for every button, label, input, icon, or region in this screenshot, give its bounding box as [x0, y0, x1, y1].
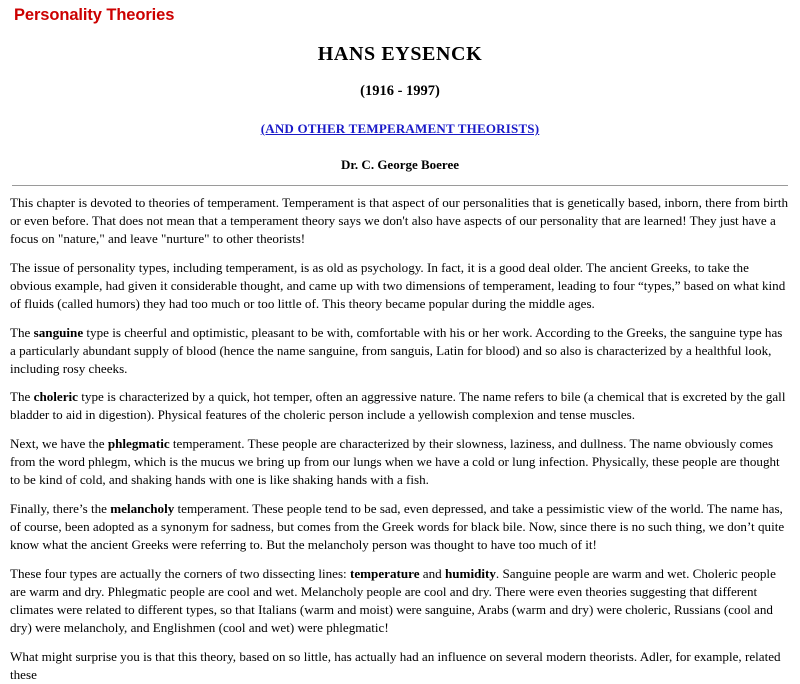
text-run: type is characterized by a quick, hot temper, often an aggressive nature. The name refers to bile (a chemical that is excreted by the gall bladder to aid in digestion). Physical features of the choleric person include a yellowish complexion and tense muscles. — [10, 389, 786, 423]
document-masthead — [10, 43, 790, 173]
text-run: type is cheerful and optimistic, pleasant to be with, comfortable with his or her work. According to the Greeks, the sanguine type has a particularly abundant supply of blood (hence the name sanguine, from sanguis, Latin for blood) and so also is characterized by a healthful look, including rosy cheeks. — [10, 324, 783, 376]
p-phlegmatic — [10, 435, 790, 489]
article-body — [10, 194, 790, 684]
emphasis-term: sanguine — [33, 324, 84, 340]
p-sanguine — [10, 324, 790, 378]
text-run: temperament. These people tend to be sad, even depressed, and take a pessimistic view of the world. The name has, of course, been adopted as a synonym for sadness, but comes from the Greek words for black bile. Now, since there is no such thing, we don’t quite know what the ancient Greeks were referring to. But the melancholy person was thought to have too much of it! — [10, 501, 785, 552]
emphasis-term: melancholy — [110, 501, 175, 517]
page-container — [0, 6, 800, 684]
text-run: . Sanguine people are warm and wet. Choleric people are warm and dry. Phlegmatic people are cool and wet. Melancholy people are cool and dry. There were even theories suggesting that different climates were related to different types, so that Italians (warm and moist) were sanguine, Arabs (warm and dry) were choleric, Russians (cool and dry) were melancholy, and Englishmen (cool and wet) were phlegmatic! — [10, 565, 776, 635]
other-temperament-theorists-link[interactable]: (AND OTHER TEMPERAMENT THEORISTS) — [260, 121, 540, 136]
text-run: temperament. These people are characterized by their slowness, laziness, and dullness. The name obviously comes from the word phlegm, which is the mucus we bring up from our lungs when we have a cold or lung infection. Physically, these people are thought to be kind of cold, and shaking hands with one is like shaking hands with a fish. — [10, 436, 780, 488]
emphasis-term: humidity — [444, 565, 496, 581]
text-run: What might surprise you is that this theory, based on so little, has actually had an influence on several modern theorists. Adler, for example, related these — [10, 648, 781, 682]
lifespan-years: (1916 - 1997) — [360, 83, 440, 99]
text-run: This chapter is devoted to theories of temperament. Temperament is that aspect of our personalities that is genetically based, inborn, there from birth or even before. That does not mean that a temperament theory says we don't also have aspects of our personality that are learned! They just have a focus on "nature," and leave "nurture" to other theorists! — [10, 195, 789, 246]
emphasis-term: phlegmatic — [107, 436, 170, 452]
text-run: Finally, there’s the — [10, 501, 111, 517]
emphasis-term: choleric — [33, 389, 78, 405]
emphasis-term: temperature — [349, 565, 420, 581]
site-title: Personality Theories — [14, 6, 175, 24]
p-dimensions — [10, 565, 790, 637]
p-choleric — [10, 388, 790, 424]
p-types-history — [10, 259, 790, 313]
text-run: The issue of personality types, including temperament, is as old as psychology. In fact, it is a good deal older. The ancient Greeks, to take the obvious example, had given it considerable thought, and came up with two dimensions of temperament, leading to four “types,” based on what kind of fluids (called humors) they had too much or too little of. This theory became popular during the middle ages. — [10, 259, 786, 311]
text-run: and — [419, 565, 445, 581]
p-modern — [10, 648, 790, 684]
page-title: HANS EYSENCK — [317, 43, 483, 65]
text-run: Next, we have the — [10, 436, 108, 452]
header-divider — [12, 185, 788, 186]
subtitle-link-wrapper — [10, 120, 790, 138]
p-melancholy — [10, 500, 790, 554]
author-byline: Dr. C. George Boeree — [340, 157, 460, 172]
text-run: These four types are actually the corners of two dissecting lines: — [10, 565, 350, 581]
text-run: The — [10, 389, 34, 405]
text-run: The — [10, 324, 34, 340]
p-intro — [10, 194, 790, 248]
